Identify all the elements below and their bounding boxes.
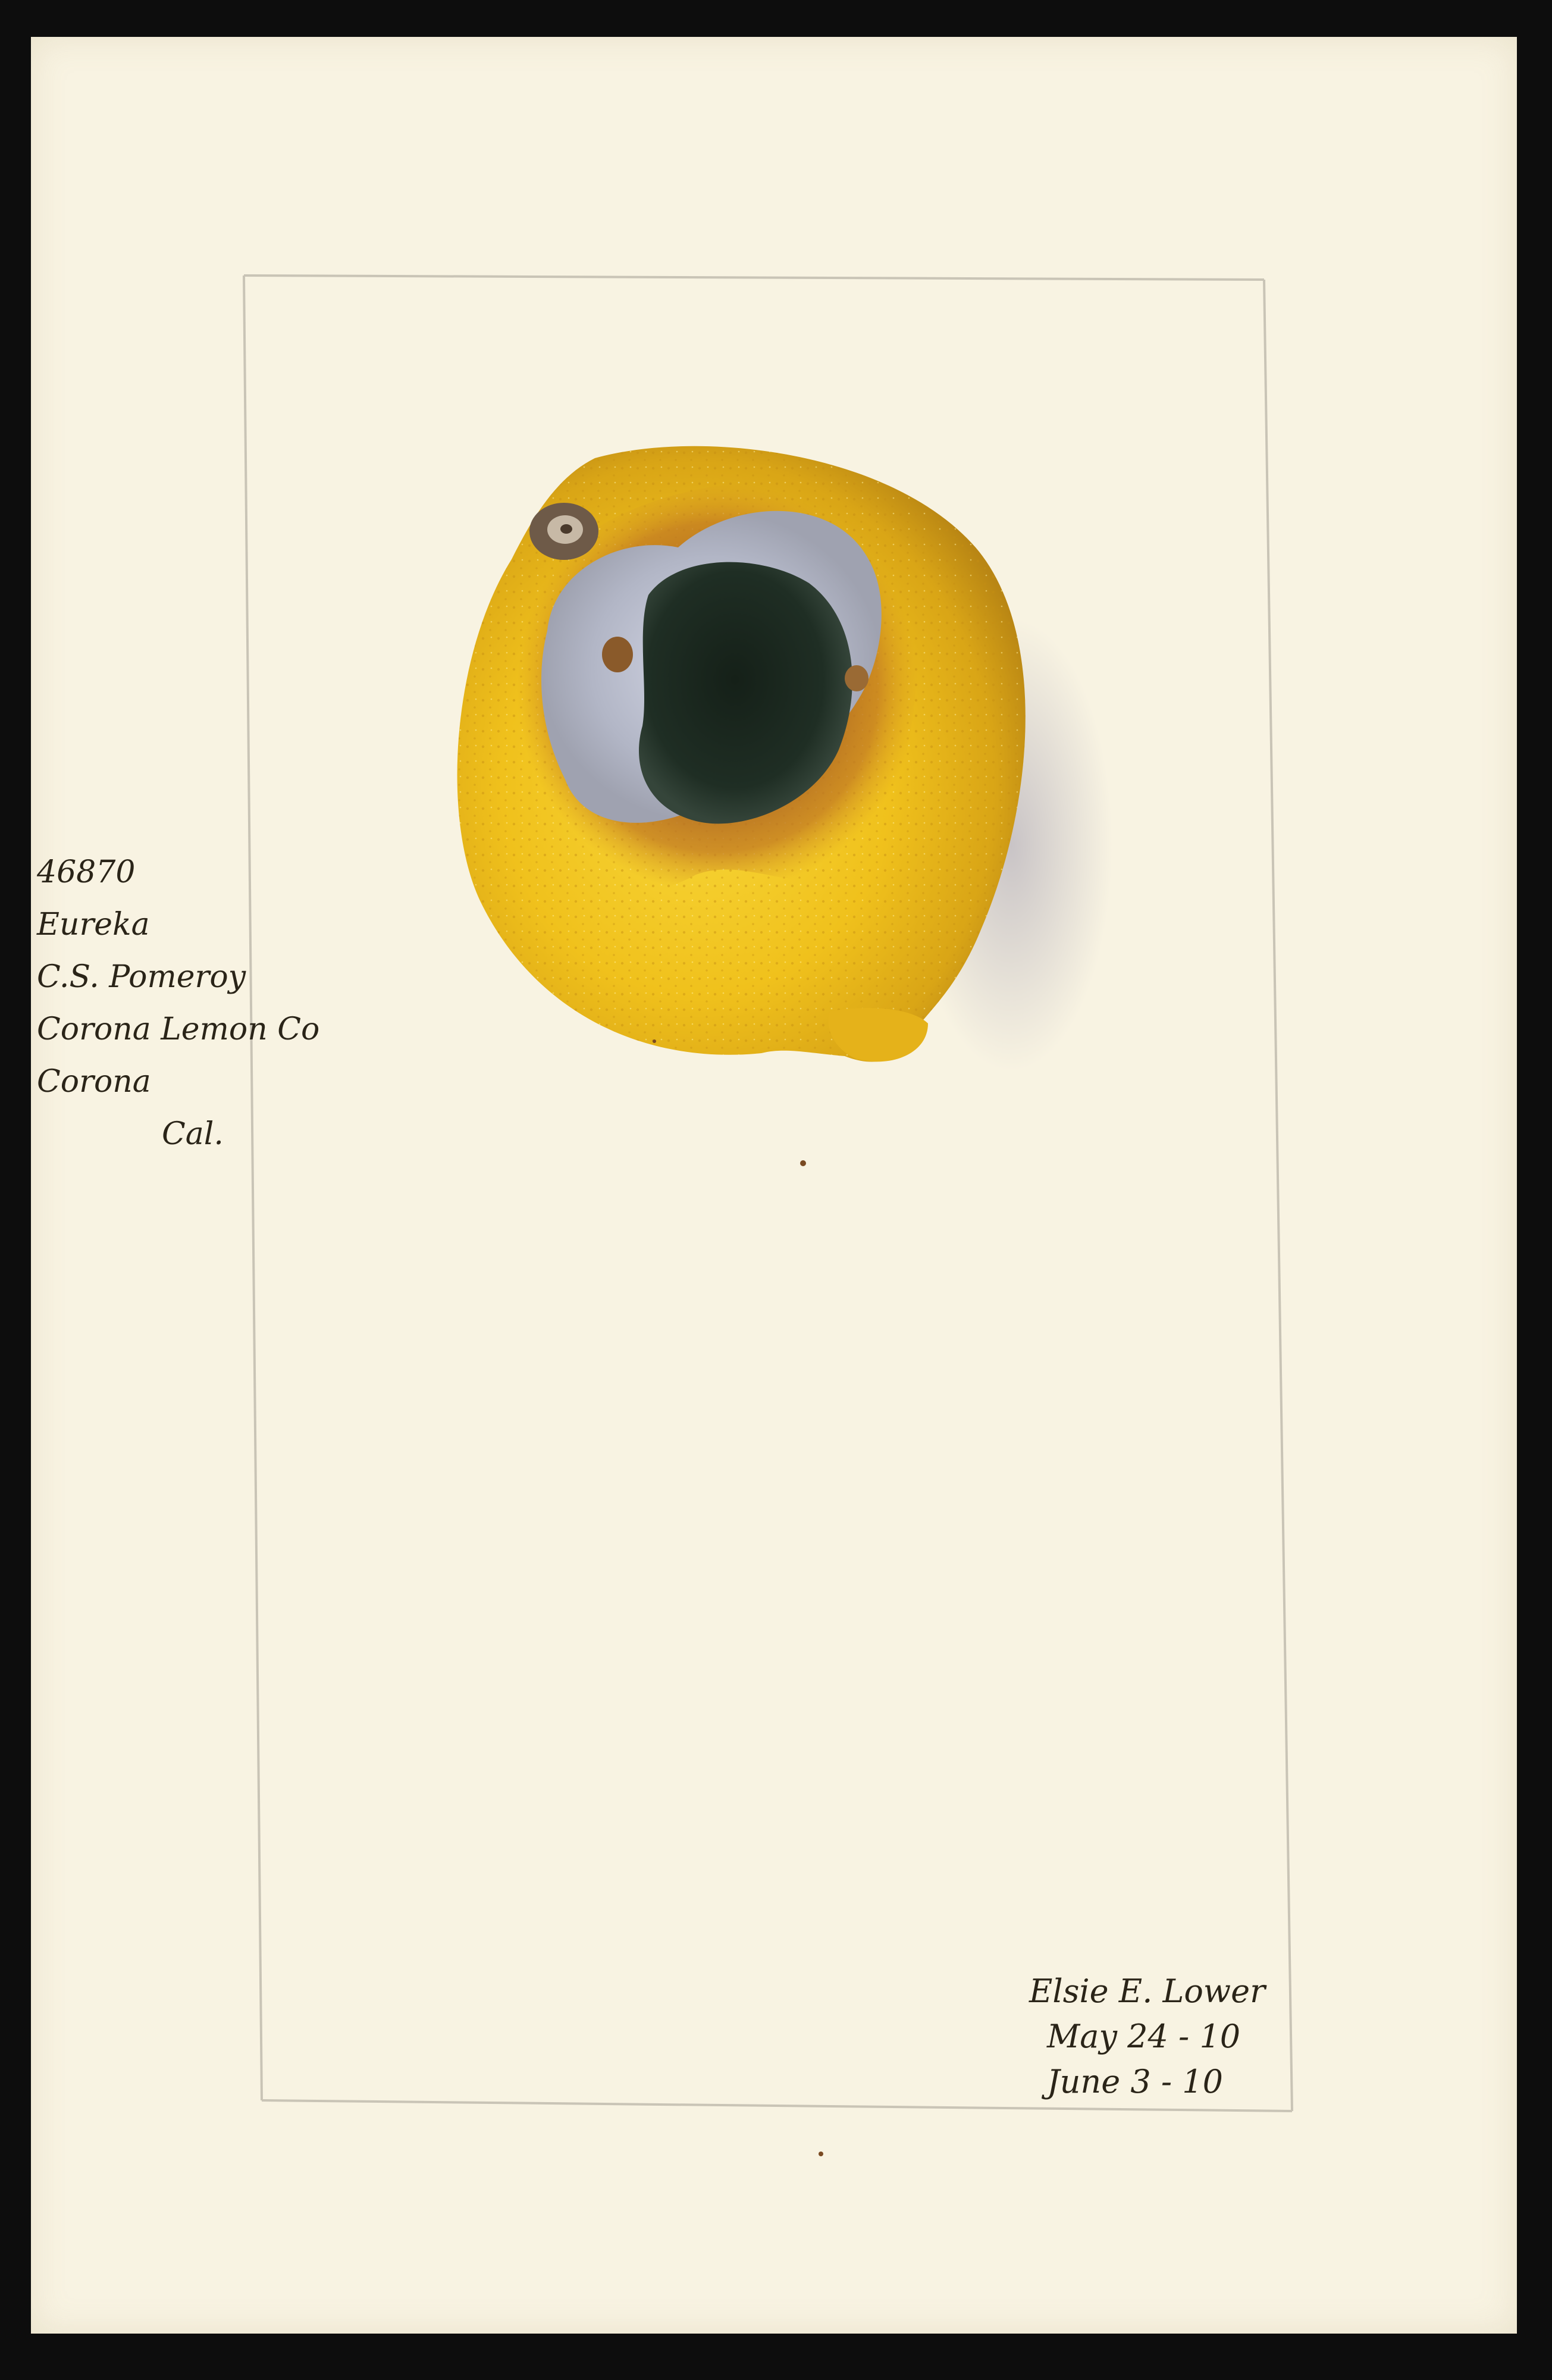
artist-signature — [1029, 1972, 1265, 2111]
grower-name: C.S. Pomeroy — [37, 959, 246, 995]
company-name: Corona Lemon Co — [37, 1012, 320, 1047]
accession-label — [37, 854, 320, 1171]
signature-date-2: June 3 - 10 — [1047, 2063, 1223, 2100]
signature-date-1: May 24 - 10 — [1047, 2018, 1241, 2055]
lemon-fruit — [457, 446, 1026, 1062]
artist-name: Elsie E. Lower — [1029, 1972, 1265, 2010]
accession-number: 46870 — [37, 854, 136, 890]
variety-name: Eureka — [37, 907, 150, 942]
state-name: Cal. — [162, 1116, 224, 1152]
paper-specks — [653, 1039, 823, 2156]
place-name: Corona — [37, 1064, 151, 1100]
